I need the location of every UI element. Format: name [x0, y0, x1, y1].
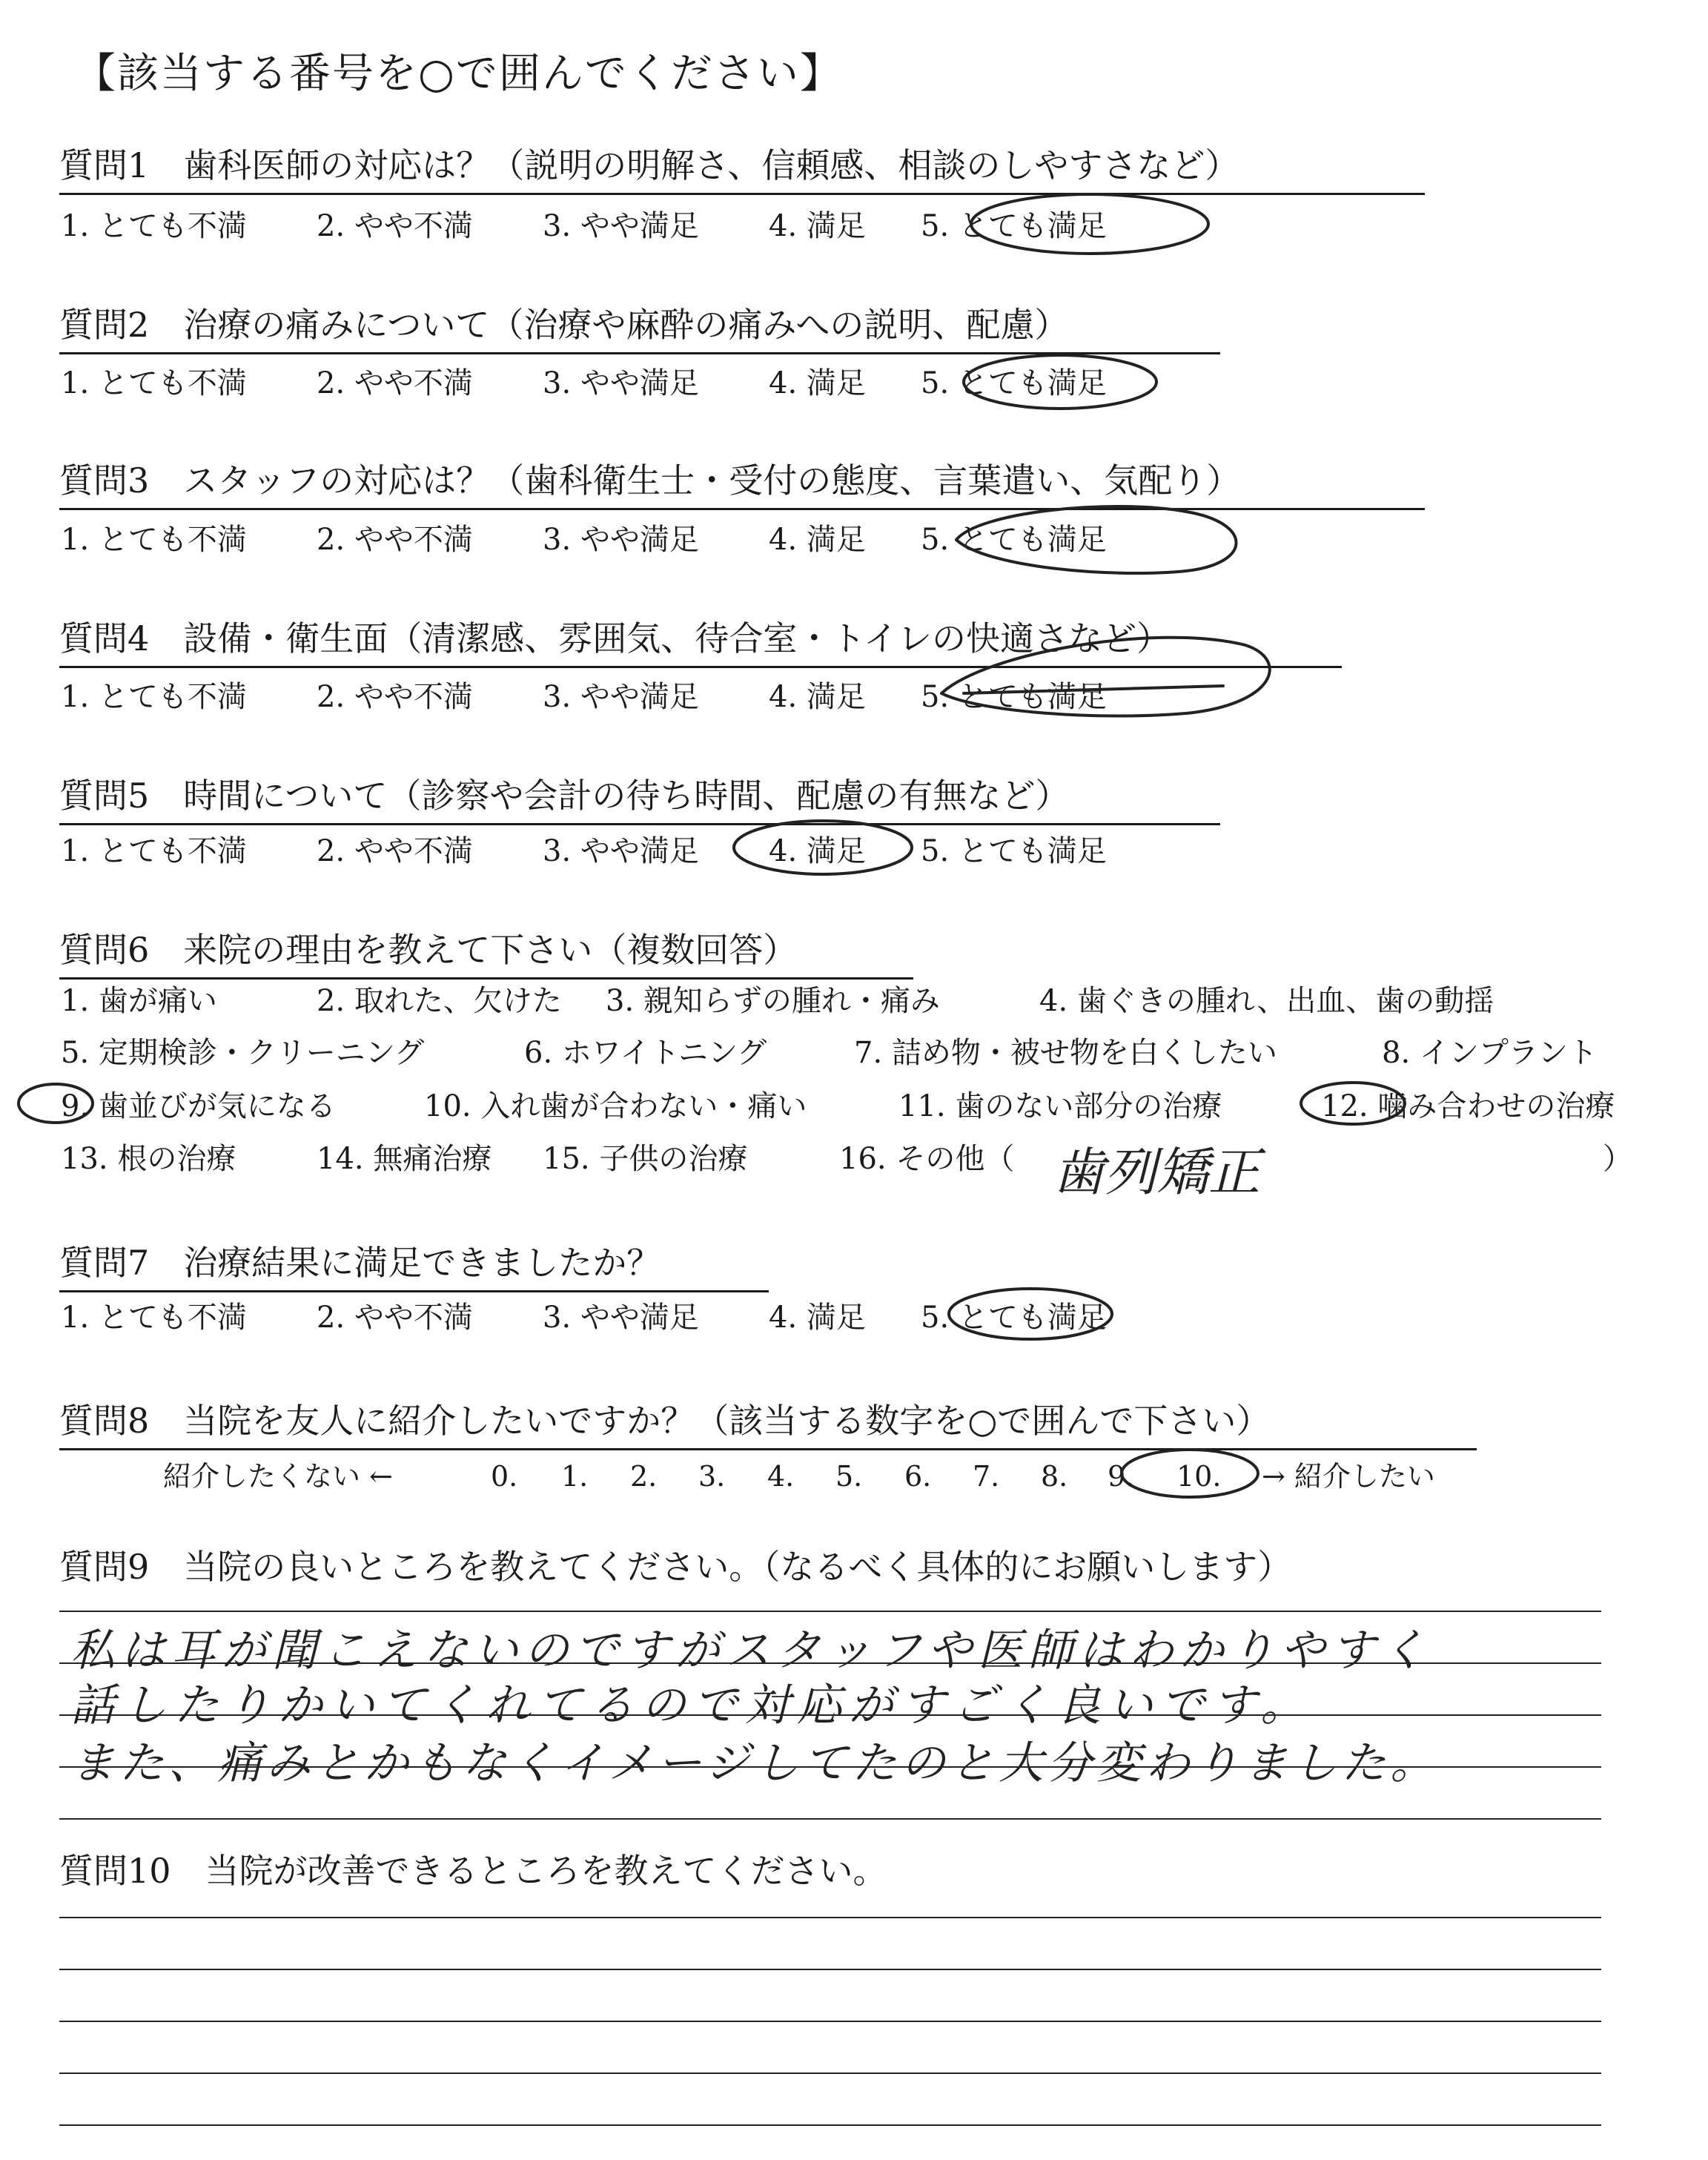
- q2-option-4[interactable]: 4. 満足: [769, 366, 866, 400]
- question-1-underline: [59, 193, 1425, 195]
- question-4-label: 質問4 設備・衛生面（清潔感、雰囲気、待合室・トイレの快適さなど）: [59, 618, 1171, 658]
- q7-option-4[interactable]: 4. 満足: [769, 1301, 866, 1335]
- q5-option-4[interactable]: 4. 満足: [769, 834, 866, 868]
- q6-other-close-paren: ）: [1603, 1142, 1632, 1176]
- question-1-label: 質問1 歯科医師の対応は？（説明の明解さ、信頼感、相談のしやすさなど）: [59, 145, 1239, 185]
- q8-number-1[interactable]: 1.: [561, 1460, 589, 1493]
- q8-number-5[interactable]: 5.: [835, 1460, 863, 1493]
- q5-option-2[interactable]: 2. やや不満: [317, 834, 473, 868]
- q6-reason-13[interactable]: 13. 根の治療: [61, 1142, 236, 1176]
- q1-option-4[interactable]: 4. 満足: [769, 209, 866, 243]
- q4-option-2[interactable]: 2. やや不満: [317, 680, 473, 714]
- question-7-label: 質問7 治療結果に満足できましたか？: [59, 1243, 661, 1283]
- question-6-label: 質問6 来院の理由を教えて下さい（複数回答）: [59, 930, 798, 970]
- question-8-label: 質問8 当院を友人に紹介したいですか？（該当する数字を○で囲んで下さい）: [59, 1401, 1271, 1441]
- q2-option-3[interactable]: 3. やや満足: [543, 366, 699, 400]
- q9-answer-line-5: [59, 1818, 1601, 1820]
- q9-handwritten-line-1: 私は耳が聞こえないのですがスタッフや医師はわかりやすく: [70, 1625, 1431, 1677]
- q2-option-1[interactable]: 1. とても不満: [61, 366, 247, 400]
- q1-option-3[interactable]: 3. やや満足: [543, 209, 699, 243]
- q5-option-5[interactable]: 5. とても満足: [921, 834, 1107, 868]
- q9-answer-line-1: [59, 1611, 1601, 1612]
- question-10-label: 質問10 当院が改善できるところを教えてください。: [59, 1851, 887, 1891]
- question-8-underline: [59, 1448, 1477, 1450]
- q6-reason-7[interactable]: 7. 詰め物・被せ物を白くしたい: [854, 1036, 1277, 1070]
- q4-option-5[interactable]: 5. とても満足: [921, 680, 1107, 714]
- q6-reason-11[interactable]: 11. 歯のない部分の治療: [898, 1089, 1222, 1123]
- q3-option-5[interactable]: 5. とても満足: [921, 523, 1107, 557]
- q8-number-4[interactable]: 4.: [767, 1460, 795, 1493]
- q6-reason-2[interactable]: 2. 取れた、欠けた: [317, 984, 562, 1018]
- question-4-underline: [59, 666, 1342, 668]
- q8-number-3[interactable]: 3.: [698, 1460, 726, 1493]
- q4-option-3[interactable]: 3. やや満足: [543, 680, 699, 714]
- q6-other-handwritten-answer: 歯列矯正: [1053, 1142, 1260, 1203]
- q1-option-2[interactable]: 2. やや不満: [317, 209, 473, 243]
- q8-number-10[interactable]: 10.: [1176, 1460, 1222, 1493]
- q8-number-6[interactable]: 6.: [904, 1460, 932, 1493]
- q10-answer-line-3: [59, 2021, 1601, 2022]
- q3-option-4[interactable]: 4. 満足: [769, 523, 866, 557]
- q3-option-2[interactable]: 2. やや不満: [317, 523, 473, 557]
- q9-handwritten-line-2: 話したりかいてくれてるので対応がすごく良いです。: [70, 1680, 1313, 1731]
- q8-number-2[interactable]: 2.: [630, 1460, 658, 1493]
- q7-option-5[interactable]: 5. とても満足: [921, 1301, 1107, 1335]
- question-7-underline: [59, 1290, 769, 1292]
- question-9-label: 質問9 当院の良いところを教えてください。（なるべく具体的にお願いします）: [59, 1547, 1292, 1587]
- q4-option-4[interactable]: 4. 満足: [769, 680, 866, 714]
- q8-number-9[interactable]: 9.: [1108, 1460, 1135, 1493]
- q7-option-1[interactable]: 1. とても不満: [61, 1301, 247, 1335]
- q2-option-5[interactable]: 5. とても満足: [921, 366, 1107, 400]
- question-6-underline: [59, 977, 913, 980]
- question-3-underline: [59, 508, 1425, 510]
- q1-option-1[interactable]: 1. とても不満: [61, 209, 247, 243]
- q10-answer-line-4: [59, 2073, 1601, 2074]
- q3-option-3[interactable]: 3. やや満足: [543, 523, 699, 557]
- q1-option-5[interactable]: 5. とても満足: [921, 209, 1107, 243]
- q6-reason-10[interactable]: 10. 入れ歯が合わない・痛い: [424, 1089, 807, 1123]
- q6-reason-14[interactable]: 14. 無痛治療: [317, 1142, 492, 1176]
- q8-right-label: → 紹介したい: [1262, 1460, 1435, 1493]
- q6-reason-16[interactable]: 16. その他（: [839, 1142, 1015, 1176]
- q10-answer-line-5: [59, 2124, 1601, 2126]
- q6-reason-15[interactable]: 15. 子供の治療: [543, 1142, 748, 1176]
- q8-number-0[interactable]: 0.: [491, 1460, 518, 1493]
- q4-option-1[interactable]: 1. とても不満: [61, 680, 247, 714]
- page-title: 【該当する番号を○で囲んでください】: [74, 50, 843, 98]
- q6-reason-3[interactable]: 3. 親知らずの腫れ・痛み: [606, 984, 940, 1018]
- q3-option-1[interactable]: 1. とても不満: [61, 523, 247, 557]
- question-2-underline: [59, 352, 1220, 354]
- q6-reason-9[interactable]: 9. 歯並びが気になる: [61, 1089, 336, 1123]
- q7-option-3[interactable]: 3. やや満足: [543, 1301, 699, 1335]
- q6-reason-1[interactable]: 1. 歯が痛い: [61, 984, 217, 1018]
- question-5-label: 質問5 時間について（診察や会計の待ち時間、配慮の有無など）: [59, 776, 1070, 816]
- question-5-underline: [59, 823, 1220, 825]
- q8-left-label: 紹介したくない ←: [163, 1460, 393, 1493]
- q7-option-2[interactable]: 2. やや不満: [317, 1301, 473, 1335]
- q6-reason-5[interactable]: 5. 定期検診・クリーニング: [61, 1036, 425, 1070]
- q6-reason-6[interactable]: 6. ホワイトニング: [524, 1036, 767, 1070]
- q5-option-1[interactable]: 1. とても不満: [61, 834, 247, 868]
- q6-reason-12[interactable]: 12. 噛み合わせの治療: [1321, 1089, 1615, 1123]
- q8-number-7[interactable]: 7.: [973, 1460, 1000, 1493]
- question-3-label: 質問3 スタッフの対応は？（歯科衛生士・受付の態度、言葉遣い、気配り）: [59, 460, 1241, 501]
- q10-answer-line-2: [59, 1969, 1601, 1970]
- q10-answer-line-1: [59, 1917, 1601, 1918]
- q6-reason-8[interactable]: 8. インプラント: [1382, 1036, 1598, 1070]
- q2-option-2[interactable]: 2. やや不満: [317, 366, 473, 400]
- question-2-label: 質問2 治療の痛みについて（治療や麻酔の痛みへの説明、配慮）: [59, 305, 1069, 345]
- q9-handwritten-line-3: また、痛みとかもなくイメージしてたのと大分変わりました。: [70, 1737, 1440, 1789]
- q6-reason-4[interactable]: 4. 歯ぐきの腫れ、出血、歯の動揺: [1039, 984, 1494, 1018]
- q5-option-3[interactable]: 3. やや満足: [543, 834, 699, 868]
- q8-number-8[interactable]: 8.: [1041, 1460, 1068, 1493]
